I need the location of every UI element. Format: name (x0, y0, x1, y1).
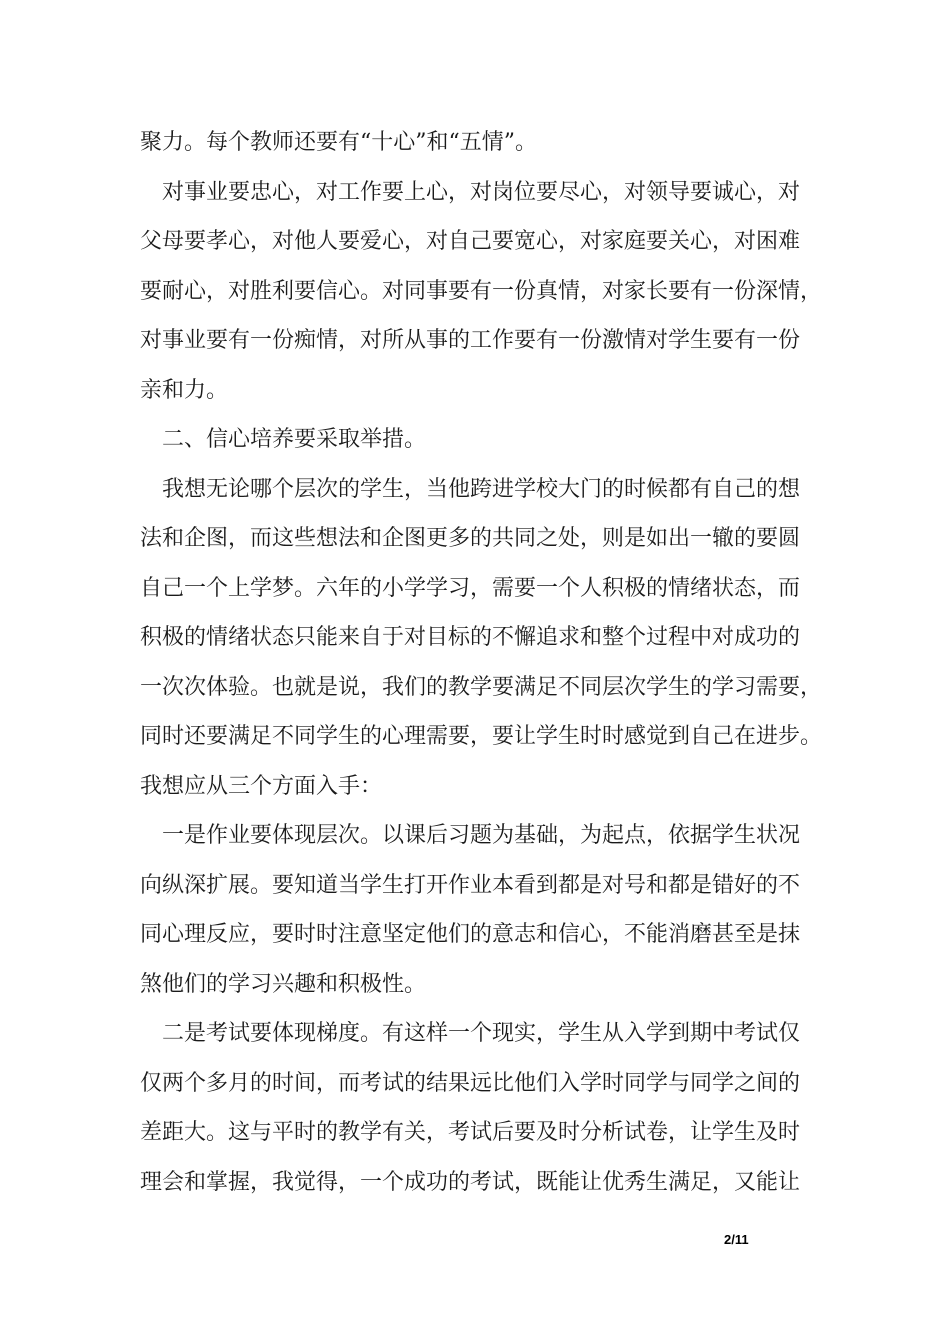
text-line: 法和企图，而这些想法和企图更多的共同之处，则是如出一辙的要圆 (140, 526, 801, 551)
text-line: 同时还要满足不同学生的心理需要，要让学生时时感觉到自己在进步。 (140, 724, 823, 749)
text-line: 理会和掌握，我觉得，一个成功的考试，既能让优秀生满足，又能让 (140, 1169, 801, 1195)
text-line: 差距大。这与平时的教学有关，考试后要及时分析试卷，让学生及时 (140, 1120, 801, 1145)
section-heading: 二、信心培养要采取举措。 (162, 427, 427, 452)
body-text (140, 118, 823, 1207)
text-line: 同心理反应，要时时注意坚定他们的意志和信心，不能消磨甚至是抹 (140, 922, 801, 947)
paragraph-start-line: 一是作业要体现层次。以课后习题为基础，为起点，依据学生状况 (162, 823, 801, 848)
paragraph-start-line: 我想无论哪个层次的学生，当他跨进学校大门的时候都有自己的想 (162, 476, 801, 502)
page-number: 2/11 (724, 1232, 749, 1247)
text-line: 我想应从三个方面入手： (140, 773, 383, 799)
text-line: 聚力。每个教师还要有“十心”和“五情”。 (140, 130, 537, 155)
text-line: 要耐心，对胜利要信心。对同事要有一份真情，对家长要有一份深情， (140, 278, 823, 304)
text-line: 仅两个多月的时间，而考试的结果远比他们入学时同学与同学之间的 (140, 1070, 801, 1096)
paragraph-start-line: 二是考试要体现梯度。有这样一个现实，学生从入学到期中考试仅 (162, 1021, 801, 1046)
text-line: 积极的情绪状态只能来自于对目标的不懈追求和整个过程中对成功的 (140, 625, 801, 650)
text-line: 父母要孝心，对他人要爱心，对自己要宽心，对家庭要关心，对困难 (140, 229, 801, 254)
text-line: 自己一个上学梦。六年的小学学习，需要一个人积极的情绪状态，而 (140, 575, 801, 601)
text-line: 一次次体验。也就是说，我们的教学要满足不同层次学生的学习需要， (140, 674, 823, 700)
paragraph-start-line: 对事业要忠心，对工作要上心，对岗位要尽心，对领导要诚心，对 (162, 179, 801, 205)
text-line: 向纵深扩展。要知道当学生打开作业本看到都是对号和都是错好的不 (140, 872, 801, 898)
text-line: 对事业要有一份痴情，对所从事的工作要有一份激情对学生要有一份 (140, 328, 801, 353)
text-line: 亲和力。 (140, 377, 229, 403)
text-line: 煞他们的学习兴趣和积极性。 (140, 971, 427, 997)
